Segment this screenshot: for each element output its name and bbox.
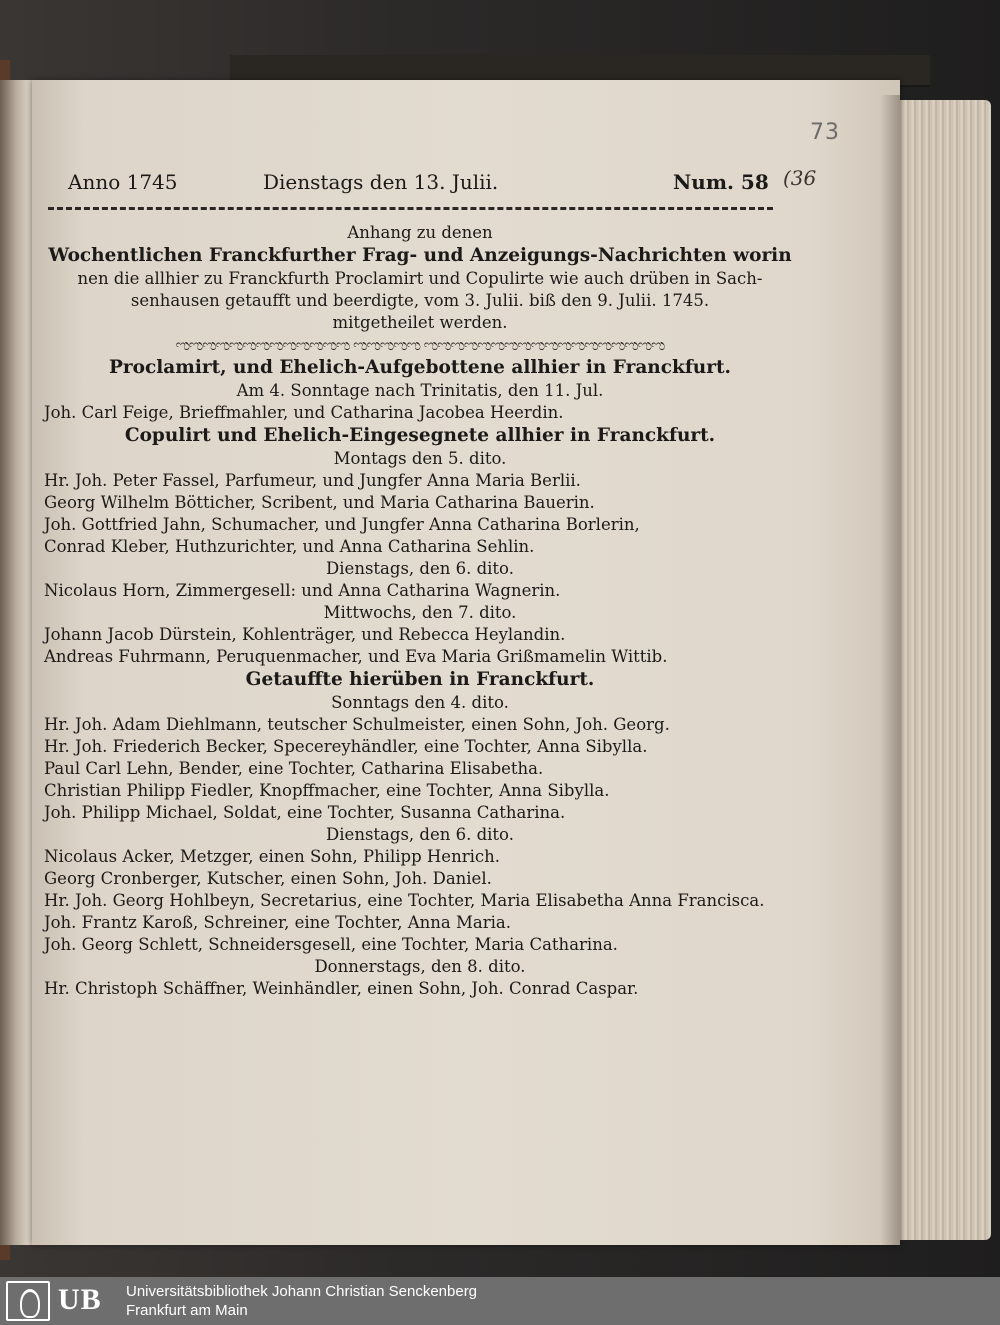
senckenberg-portrait-icon — [6, 1281, 50, 1321]
header-number: Num. 58 — [673, 170, 769, 194]
text-line: Donnerstags, den 8. dito. — [314, 957, 526, 976]
text-line: Copulirt und Ehelich-Eingesegnete allhier in Franckfurt. — [124, 425, 716, 446]
text-line: Paul Carl Lehn, Bender, eine Tochter, Catharina Elisabetha. — [44, 759, 544, 778]
text-line: Hr. Joh. Adam Diehlmann, teutscher Schulmeister, einen Sohn, Joh. Georg. — [44, 715, 670, 734]
text-line: Joh. Gottfried Jahn, Schumacher, und Jungfer Anna Catharina Borlerin, — [44, 515, 640, 534]
text-line: Conrad Kleber, Huthzurichter, und Anna Catharina Sehlin. — [44, 537, 535, 556]
text-line: Proclamirt, und Ehelich-Aufgebottene allhier in Franckfurt. — [109, 357, 731, 378]
header-rule — [48, 207, 773, 210]
text-line: Hr. Christoph Schäffner, Weinhändler, einen Sohn, Joh. Conrad Caspar. — [44, 979, 639, 998]
logo-text: UB — [58, 1283, 102, 1316]
library-name: Universitätsbibliothek Johann Christian Senckenberg — [126, 1283, 478, 1300]
text-line: Hr. Joh. Friederich Becker, Specereyhändler, eine Tochter, Anna Sibylla. — [44, 737, 648, 756]
text-line: Christian Philipp Fiedler, Knopffmacher, eine Tochter, Anna Sibylla. — [44, 781, 610, 800]
text-line: Am 4. Sonntage nach Trinitatis, den 11. Jul. — [236, 381, 604, 400]
text-line: Anhang zu denen — [347, 223, 493, 242]
text-line: Andreas Fuhrmann, Peruquenmacher, und Eva Maria Grißmamelin Wittib. — [44, 647, 668, 666]
document-body — [40, 222, 800, 1000]
text-line: Joh. Frantz Karoß, Schreiner, eine Tochter, Anna Maria. — [44, 913, 511, 932]
header-date: Dienstags den 13. Julii. — [263, 170, 499, 194]
text-line: Nicolaus Horn, Zimmergesell: und Anna Catharina Wagnerin. — [44, 581, 561, 600]
text-line: mitgetheilet werden. — [332, 313, 508, 332]
text-line: Montags den 5. dito. — [333, 449, 507, 468]
library-location: Frankfurt am Main — [126, 1302, 248, 1319]
text-line: Mittwochs, den 7. dito. — [323, 603, 517, 622]
left-page-edge — [0, 80, 36, 1245]
text-line: Joh. Philipp Michael, Soldat, eine Tochter, Susanna Catharina. — [44, 803, 566, 822]
text-line: senhausen getaufft und beerdigte, vom 3. Julii. biß den 9. Julii. 1745. — [130, 291, 710, 310]
text-line: Joh. Carl Feige, Brieffmahler, und Catharina Jacobea Heerdin. — [44, 403, 564, 422]
text-line: Wochentlichen Franckfurther Frag- und Anzeigungs-Nachrichten worin — [48, 245, 792, 266]
text-line: Dienstags, den 6. dito. — [326, 825, 514, 844]
text-line: ಌಌಌಌಌಌಌಌಌಌಌಌಌ ಌಌಌಌಌ ಌಌಌಌಌಌಌಌಌಌಌಌಌಌಌಌಌಌ — [175, 336, 665, 354]
text-line: Hr. Joh. Georg Hohlbeyn, Secretarius, eine Tochter, Maria Elisabetha Anna Francisca. — [44, 891, 765, 910]
handwritten-number: (36 — [783, 166, 817, 190]
text-line: nen die allhier zu Franckfurth Proclamirt und Copulirte wie auch drüben in Sach- — [77, 269, 763, 288]
page-gutter-shadow — [880, 95, 900, 1245]
text-line: Georg Cronberger, Kutscher, einen Sohn, Joh. Daniel. — [44, 869, 492, 888]
text-line: Joh. Georg Schlett, Schneidersgesell, eine Tochter, Maria Catharina. — [44, 935, 618, 954]
library-logo[interactable] — [6, 1281, 116, 1321]
pencil-annotation: 73 — [810, 120, 840, 145]
footer-bar — [0, 1277, 1000, 1325]
text-line: Getauffte hierüben in Franckfurt. — [245, 669, 595, 690]
text-line: Hr. Joh. Peter Fassel, Parfumeur, und Jungfer Anna Maria Berlii. — [44, 471, 581, 490]
text-line: Nicolaus Acker, Metzger, einen Sohn, Philipp Henrich. — [44, 847, 500, 866]
text-line: Georg Wilhelm Bötticher, Scribent, und Maria Catharina Bauerin. — [44, 493, 595, 512]
page-stack-edges — [895, 100, 991, 1240]
page-header — [68, 166, 828, 200]
text-line: Sonntags den 4. dito. — [331, 693, 509, 712]
header-year: Anno 1745 — [68, 170, 178, 194]
text-line: Dienstags, den 6. dito. — [326, 559, 514, 578]
text-line: Johann Jacob Dürstein, Kohlenträger, und Rebecca Heylandin. — [44, 625, 566, 644]
